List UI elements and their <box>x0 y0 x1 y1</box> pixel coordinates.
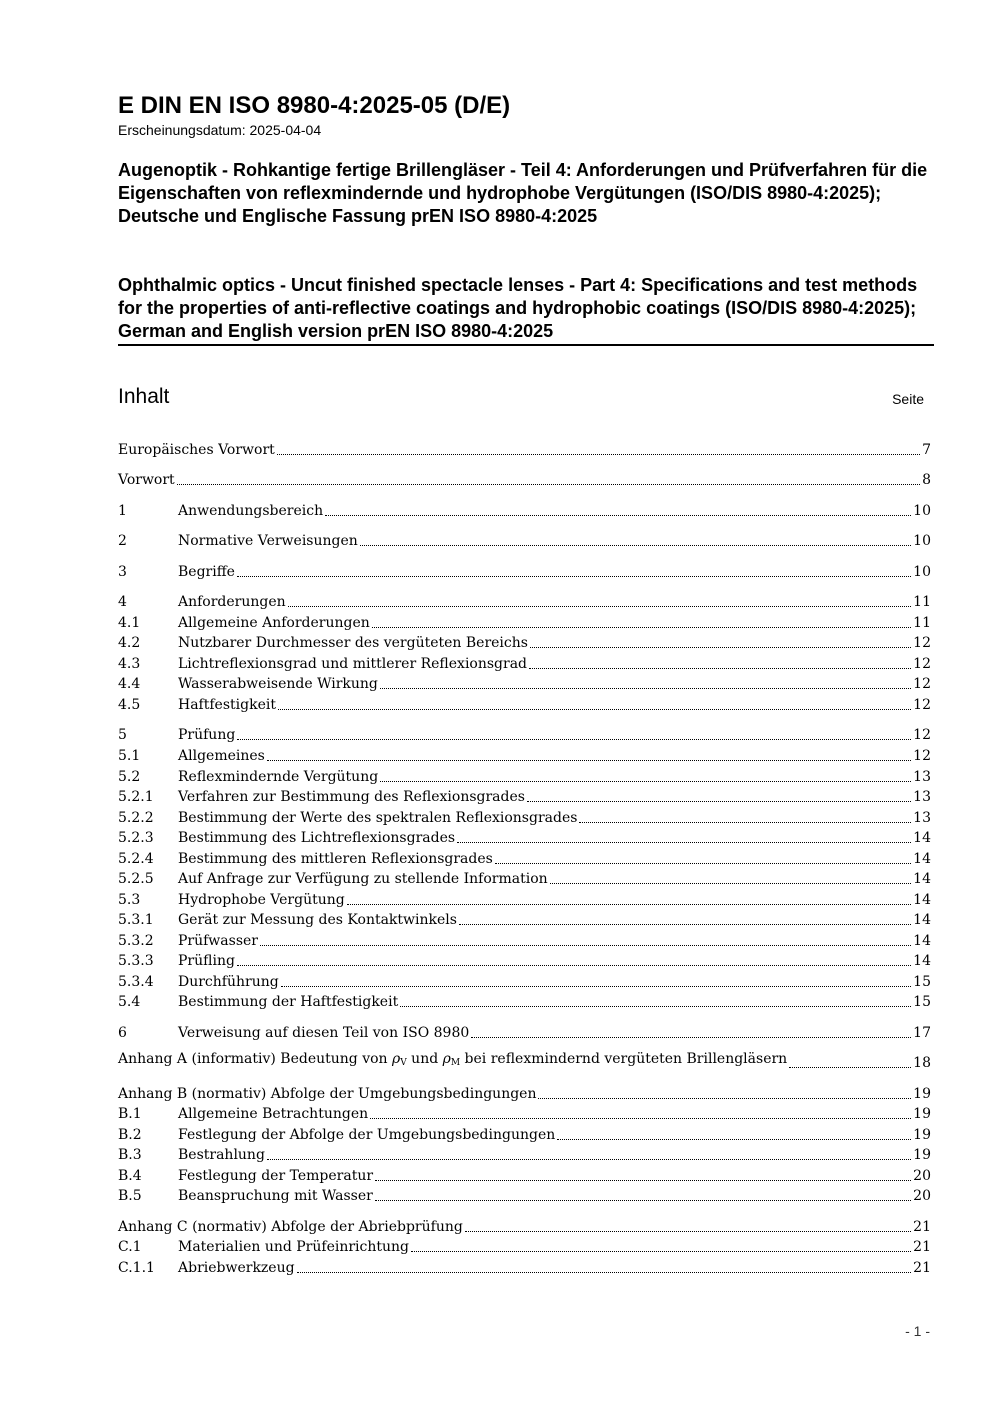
toc-leader-dots <box>471 1037 911 1038</box>
toc-entry-5-3-4[interactable] <box>118 970 931 991</box>
toc-entry-anhang-b[interactable] <box>118 1082 931 1103</box>
toc-entry-number: 5.1 <box>118 748 141 764</box>
toc-entry-b-4[interactable] <box>118 1164 931 1185</box>
toc-entry-text: Vorwort <box>118 472 175 488</box>
toc-entry-text: Auf Anfrage zur Verfügung zu stellende Information <box>178 871 548 887</box>
toc-entry-page: 18 <box>913 1055 931 1071</box>
toc-entry-number: 5.3.4 <box>118 974 154 990</box>
toc-entry-5-1[interactable] <box>118 744 931 765</box>
toc-entry-europaeisches-vorwort[interactable] <box>118 438 931 459</box>
toc-entry-5-2-4[interactable] <box>118 847 931 868</box>
toc-entry-text: Durchführung <box>178 974 279 990</box>
toc-entry-5-3-3[interactable] <box>118 949 931 970</box>
toc-leader-dots <box>288 606 912 607</box>
toc-entry-page: 15 <box>913 974 931 990</box>
subscript-m: M <box>450 1058 461 1068</box>
title-divider <box>118 344 934 346</box>
toc-entry-page: 19 <box>913 1147 931 1163</box>
toc-entry-page: 14 <box>913 851 931 867</box>
toc-entry-page: 12 <box>913 727 931 743</box>
toc-leader-dots <box>278 709 911 710</box>
toc-entry-number: 4.4 <box>118 676 141 692</box>
toc-entry-3[interactable] <box>118 560 931 581</box>
toc-entry-page: 21 <box>913 1219 931 1235</box>
toc-entry-text-part: bei reflexmindernd vergüteten Brillengläsern <box>460 1051 788 1067</box>
toc-leader-dots <box>297 1272 912 1273</box>
title-german: Augenoptik - Rohkantige fertige Brillengläser - Teil 4: Anforderungen und Prüfverfahren für die Eigenschaften von reflexmindernde und hydrophobe Vergütungen (ISO/DIS 8980-4:2025); Deutsche und Englische Fassung prEN ISO 8980-4:2025 <box>118 160 928 226</box>
toc-leader-dots <box>237 739 911 740</box>
toc-entry-page: 12 <box>913 676 931 692</box>
toc-entry-2[interactable] <box>118 529 931 550</box>
toc-entry-number: B.1 <box>118 1106 142 1122</box>
toc-entry-page: 14 <box>913 953 931 969</box>
toc-entry-5-3[interactable] <box>118 888 931 909</box>
subscript-v: V <box>400 1058 407 1068</box>
toc-leader-dots <box>527 801 911 802</box>
toc-entry-text: Prüfwasser <box>178 933 258 949</box>
toc-entry-text: Allgemeines <box>178 748 265 764</box>
toc-entry-page: 14 <box>913 892 931 908</box>
toc-entry-page: 8 <box>922 472 931 488</box>
toc-entry-number: B.4 <box>118 1168 142 1184</box>
toc-entry-page: 12 <box>913 748 931 764</box>
toc-entry-number: 5.3.2 <box>118 933 154 949</box>
toc-entry-page: 20 <box>913 1188 931 1204</box>
rho-symbol: ρ <box>392 1051 401 1067</box>
toc-entry-text: Festlegung der Temperatur <box>178 1168 374 1184</box>
toc-entry-text: Verfahren zur Bestimmung des Reflexionsgrades <box>178 789 525 805</box>
toc-entry-text: Bestimmung des Lichtreflexionsgrades <box>178 830 456 846</box>
toc-entry-text: Begriffe <box>178 564 235 580</box>
toc-leader-dots <box>550 883 912 884</box>
toc-leader-dots <box>370 1118 911 1119</box>
toc-entry-page: 19 <box>913 1127 931 1143</box>
toc-entry-page: 12 <box>913 697 931 713</box>
toc-entry-6[interactable] <box>118 1021 931 1042</box>
toc-entry-page: 15 <box>913 994 931 1010</box>
toc-leader-dots <box>538 1098 911 1099</box>
toc-leader-dots <box>380 688 911 689</box>
toc-entry-5-4[interactable] <box>118 990 931 1011</box>
toc-entry-number: 4 <box>118 594 127 610</box>
toc-entry-number: 4.5 <box>118 697 141 713</box>
toc-leader-dots <box>267 1159 911 1160</box>
toc-leader-dots <box>277 454 920 455</box>
toc-entry-text: Abriebwerkzeug <box>178 1260 295 1276</box>
toc-entry-4-4[interactable] <box>118 672 931 693</box>
toc-leader-dots <box>375 1180 911 1181</box>
toc-entry-5[interactable] <box>118 723 931 744</box>
toc-leader-dots <box>457 842 911 843</box>
toc-entry-anhang-c[interactable] <box>118 1215 931 1236</box>
toc-entry-b-3[interactable] <box>118 1143 931 1164</box>
toc-entry-number: B.5 <box>118 1188 142 1204</box>
toc-entry-4-2[interactable] <box>118 631 931 652</box>
toc-entry-text: Haftfestigkeit <box>178 697 276 713</box>
toc-entry-text: Allgemeine Anforderungen <box>178 615 370 631</box>
toc-entry-4-5[interactable] <box>118 693 931 714</box>
toc-entry-number: 5.2.5 <box>118 871 154 887</box>
toc-entry-number: 4.3 <box>118 656 141 672</box>
toc-leader-dots <box>177 484 920 485</box>
toc-entry-text: Verweisung auf diesen Teil von ISO 8980 <box>178 1025 470 1041</box>
toc-leader-dots <box>530 647 911 648</box>
toc-entry-page: 12 <box>913 656 931 672</box>
toc-entry-text: Anhang B (normativ) Abfolge der Umgebungsbedingungen <box>118 1086 537 1102</box>
toc-entry-c-1[interactable] <box>118 1235 931 1256</box>
toc-leader-dots <box>579 822 911 823</box>
toc-page-label: Seite <box>892 391 924 407</box>
toc-entry-page: 20 <box>913 1168 931 1184</box>
toc-entry-number: B.2 <box>118 1127 142 1143</box>
toc-entry-1[interactable] <box>118 499 931 520</box>
toc-leader-dots <box>465 1231 911 1232</box>
toc-entry-text: Reflexmindernde Vergütung <box>178 769 379 785</box>
toc-entry-text: Lichtreflexionsgrad und mittlerer Reflexionsgrad <box>178 656 528 672</box>
toc-entry-5-2-2[interactable] <box>118 806 931 827</box>
toc-leader-dots <box>260 945 911 946</box>
toc-entry-text: Allgemeine Betrachtungen <box>178 1106 369 1122</box>
toc-entry-5-3-1[interactable] <box>118 908 931 929</box>
toc-entry-5-3-2[interactable] <box>118 929 931 950</box>
toc-entry-vorwort[interactable] <box>118 468 931 489</box>
toc-entry-page: 21 <box>913 1239 931 1255</box>
document-id: E DIN EN ISO 8980-4:2025-05 (D/E) <box>118 92 511 119</box>
toc-leader-dots <box>267 760 911 761</box>
toc-entry-number: 5.4 <box>118 994 141 1010</box>
toc-entry-page: 19 <box>913 1106 931 1122</box>
toc-entry-text-part: und <box>406 1051 443 1067</box>
toc-leader-dots <box>411 1251 911 1252</box>
toc-entry-number: 1 <box>118 503 127 519</box>
toc-leader-dots <box>237 576 911 577</box>
toc-entry-page: 11 <box>913 615 931 631</box>
toc-entry-5-2[interactable] <box>118 765 931 786</box>
toc-entry-text: Beanspruchung mit Wasser <box>178 1188 373 1204</box>
toc-entry-number: 5.2.2 <box>118 810 154 826</box>
toc-entry-b-2[interactable] <box>118 1123 931 1144</box>
toc-entry-text: Hydrophobe Vergütung <box>178 892 345 908</box>
toc-entry-page: 14 <box>913 871 931 887</box>
toc-entry-number: 3 <box>118 564 127 580</box>
toc-leader-dots <box>400 1006 911 1007</box>
toc-entry-text: Festlegung der Abfolge der Umgebungsbedingungen <box>178 1127 556 1143</box>
toc-heading: Inhalt <box>118 385 170 408</box>
toc-leader-dots <box>375 1200 911 1201</box>
toc-entry-text-part: Anhang A (informativ) Bedeutung von <box>118 1051 392 1067</box>
toc-entry-4[interactable] <box>118 590 931 611</box>
toc-entry-b-5[interactable] <box>118 1184 931 1205</box>
toc-entry-page: 17 <box>913 1025 931 1041</box>
toc-entry-text: Anforderungen <box>178 594 286 610</box>
toc-leader-dots <box>380 781 911 782</box>
toc-entry-page: 10 <box>913 533 931 549</box>
rho-symbol: ρ <box>442 1051 451 1067</box>
toc-entry-text: Bestimmung der Werte des spektralen Reflexionsgrades <box>178 810 578 826</box>
toc-leader-dots <box>325 515 911 516</box>
toc-entry-text: Bestrahlung <box>178 1147 265 1163</box>
toc-entry-number: 5.3.3 <box>118 953 154 969</box>
toc-entry-number: 4.2 <box>118 635 141 651</box>
toc-entry-number: 5.2 <box>118 769 141 785</box>
toc-entry-4-3[interactable] <box>118 652 931 673</box>
toc-leader-dots <box>459 924 911 925</box>
toc-entry-5-2-1[interactable] <box>118 785 931 806</box>
toc-leader-dots <box>347 904 911 905</box>
toc-entry-text: Gerät zur Messung des Kontaktwinkels <box>178 912 457 928</box>
toc-entry-page: 7 <box>922 442 931 458</box>
toc-leader-dots <box>281 986 911 987</box>
toc-entry-number: C.1 <box>118 1239 142 1255</box>
toc-entry-4-1[interactable] <box>118 611 931 632</box>
toc-entry-b-1[interactable] <box>118 1102 931 1123</box>
title-english: Ophthalmic optics - Uncut finished spectacle lenses - Part 4: Specifications and test methods for the properties of anti-reflective coatings and hydrophobic coatings (ISO/DIS 8980-4:2025); German and English version prEN ISO 8980-4:2025 <box>118 275 918 341</box>
publication-date: Erscheinungsdatum: 2025-04-04 <box>118 122 322 138</box>
toc-entry-number: 2 <box>118 533 127 549</box>
toc-leader-dots <box>789 1067 911 1068</box>
toc-entry-5-2-5[interactable] <box>118 867 931 888</box>
toc-entry-page: 13 <box>913 769 931 785</box>
toc-entry-page: 21 <box>913 1260 931 1276</box>
toc-entry-number: 4.1 <box>118 615 141 631</box>
toc-entry-page: 14 <box>913 912 931 928</box>
toc-entry-text <box>118 1050 787 1072</box>
toc-entry-anhang-a[interactable] <box>118 1051 931 1072</box>
toc-entry-number: 5.2.3 <box>118 830 154 846</box>
toc-entry-number: 6 <box>118 1025 127 1041</box>
toc-leader-dots <box>529 668 911 669</box>
toc-entry-text: Normative Verweisungen <box>178 533 358 549</box>
toc-entry-text: Wasserabweisende Wirkung <box>178 676 378 692</box>
toc-entry-page: 11 <box>913 594 931 610</box>
toc-entry-number: 5.2.4 <box>118 851 154 867</box>
page-number: - 1 - <box>905 1323 930 1339</box>
toc-leader-dots <box>557 1139 911 1140</box>
toc-leader-dots <box>237 965 911 966</box>
toc-entry-number: 5.3 <box>118 892 141 908</box>
toc-entry-c-1-1[interactable] <box>118 1256 931 1277</box>
toc-leader-dots <box>360 545 911 546</box>
toc-entry-page: 10 <box>913 564 931 580</box>
toc-leader-dots <box>495 863 911 864</box>
toc-entry-text: Prüfling <box>178 953 235 969</box>
toc-entry-5-2-3[interactable] <box>118 826 931 847</box>
toc-entry-number: 5.3.1 <box>118 912 154 928</box>
toc-entry-text: Materialien und Prüfeinrichtung <box>178 1239 409 1255</box>
toc-entry-page: 12 <box>913 635 931 651</box>
toc-entry-text: Bestimmung der Haftfestigkeit <box>178 994 399 1010</box>
toc-entry-number: 5 <box>118 727 127 743</box>
toc-entry-text: Anwendungsbereich <box>178 503 324 519</box>
toc-entry-text: Bestimmung des mittleren Reflexionsgrades <box>178 851 493 867</box>
toc-entry-page: 13 <box>913 789 931 805</box>
toc-entry-number: B.3 <box>118 1147 142 1163</box>
toc-entry-number: 5.2.1 <box>118 789 154 805</box>
toc-entry-page: 10 <box>913 503 931 519</box>
toc-entry-text: Europäisches Vorwort <box>118 442 275 458</box>
toc-entry-text: Anhang C (normativ) Abfolge der Abriebprüfung <box>118 1219 463 1235</box>
toc-entry-number: C.1.1 <box>118 1260 155 1276</box>
toc-entry-page: 14 <box>913 933 931 949</box>
toc-entry-page: 19 <box>913 1086 931 1102</box>
toc-entry-text: Nutzbarer Durchmesser des vergüteten Bereichs <box>178 635 528 651</box>
toc-entry-page: 13 <box>913 810 931 826</box>
toc-leader-dots <box>372 627 911 628</box>
toc-entry-page: 14 <box>913 830 931 846</box>
toc-entry-text: Prüfung <box>178 727 236 743</box>
